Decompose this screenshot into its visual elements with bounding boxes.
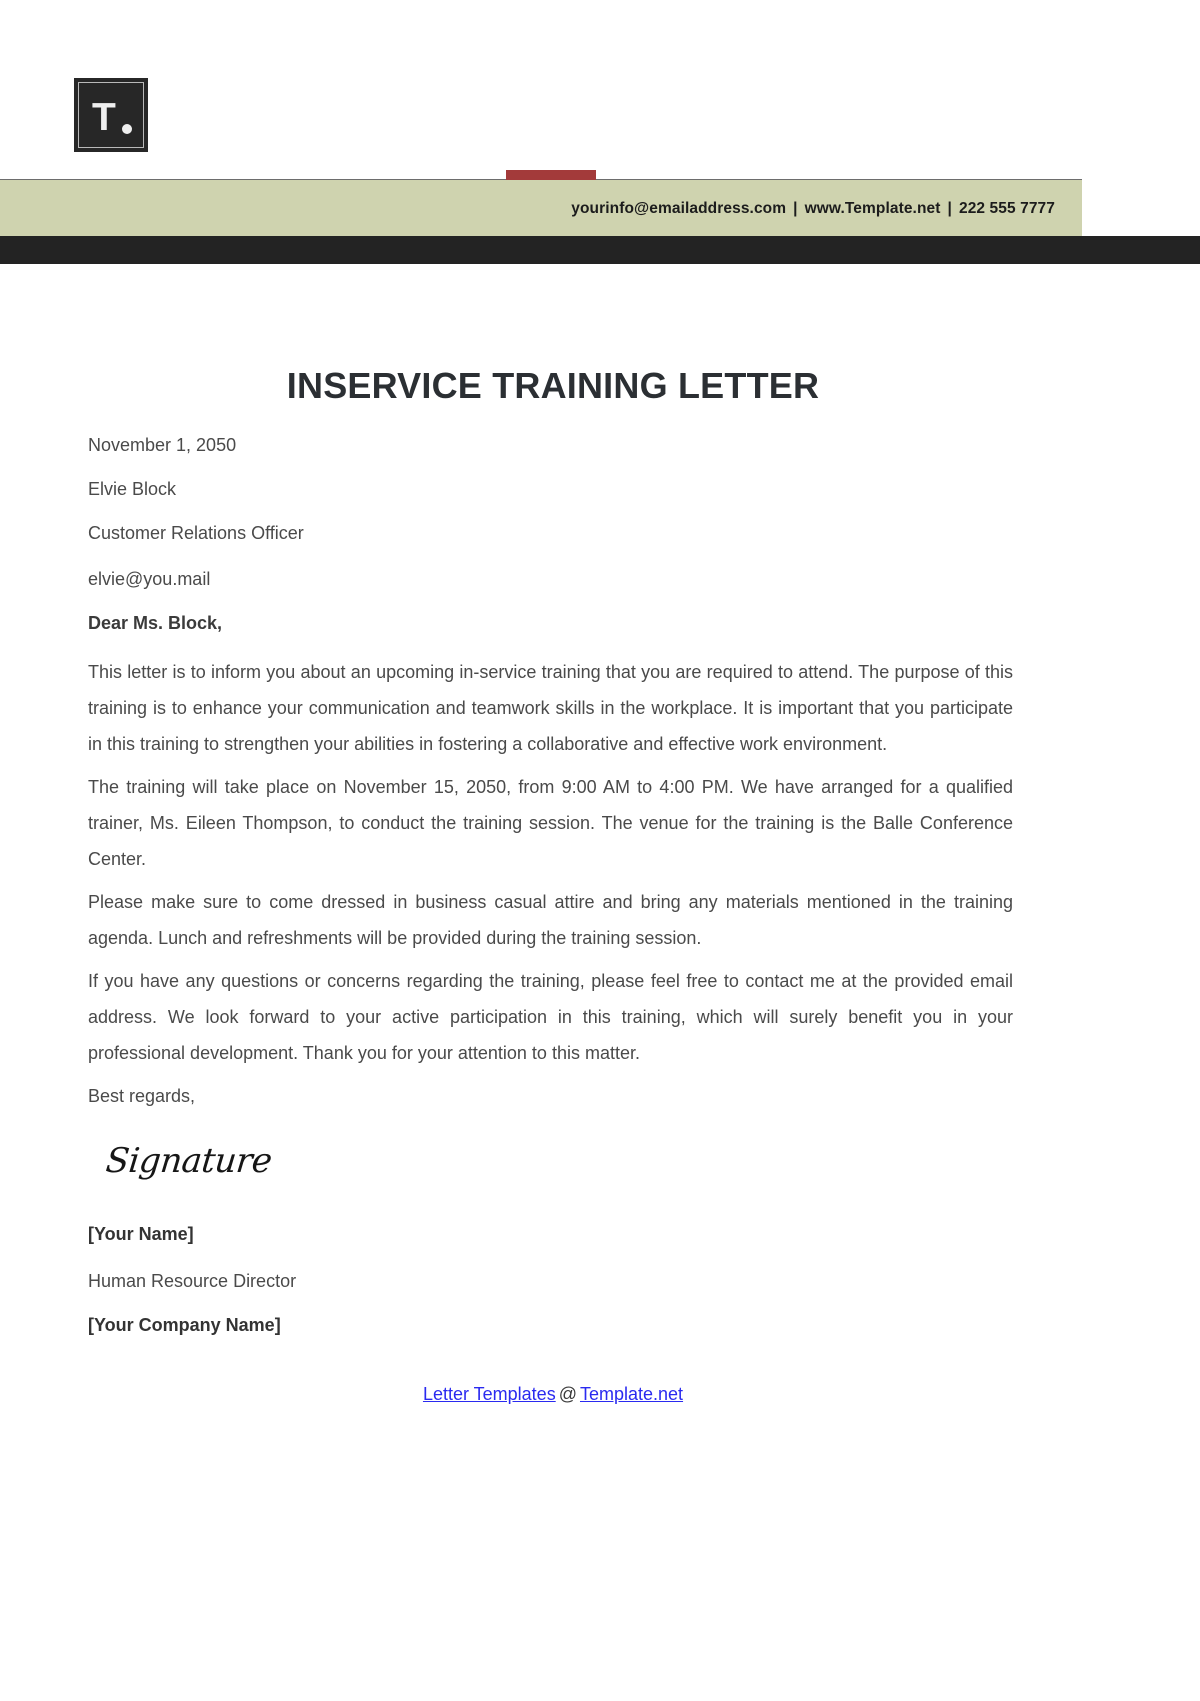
contact-email: yourinfo@emailaddress.com	[571, 200, 787, 217]
page-title: INSERVICE TRAINING LETTER	[286, 365, 820, 406]
footer-attribution	[0, 1384, 1106, 1405]
body-paragraph-4: If you have any questions or concerns regarding the training, please feel free to contact me at the provided email address. We look forward to your active participation in this training, which will surely benefit you in your professional development. Thank you for your attention to this matter.	[88, 971, 1013, 1063]
contact-separator-2: |	[947, 200, 952, 217]
header-accent-tab	[506, 170, 596, 180]
letter-date: November 1, 2050	[88, 435, 237, 455]
footer-link-template-net[interactable]: Template.net	[579, 1384, 684, 1404]
sign-off-block	[88, 1223, 1013, 1336]
sender-name: [Your Name]	[88, 1224, 194, 1244]
logo-dot-icon	[122, 124, 132, 134]
footer-at-symbol: @	[558, 1384, 577, 1404]
contact-separator-1: |	[793, 200, 798, 217]
logo-box	[74, 78, 148, 152]
logo-letter-t: T	[92, 96, 115, 139]
footer-link-letter-templates[interactable]: Letter Templates	[422, 1384, 556, 1404]
body-paragraph-3: Please make sure to come dressed in business casual attire and bring any materials mentioned in the training agenda. Lunch and refreshments will be provided during the training session.	[88, 892, 1013, 948]
contact-phone: 222 555 7777	[958, 200, 1055, 217]
header-contact-line	[0, 200, 1055, 218]
salutation: Dear Ms. Block,	[88, 613, 223, 633]
recipient-title: Customer Relations Officer	[88, 523, 304, 543]
logo-inner-border	[78, 82, 144, 148]
contact-website: www.Template.net	[804, 200, 941, 217]
recipient-name: Elvie Block	[88, 479, 177, 499]
letter-body	[88, 434, 1013, 1336]
brand-logo	[74, 78, 148, 152]
sender-title: Human Resource Director	[88, 1271, 297, 1291]
body-paragraph-2: The training will take place on November 15, 2050, from 9:00 AM to 4:00 PM. We have arranged for a qualified trainer, Ms. Eileen Thompson, to conduct the training session. The venue for the training is the Balle Conference Center.	[88, 777, 1013, 869]
header-dark-band	[0, 236, 1200, 264]
sender-company: [Your Company Name]	[88, 1315, 281, 1335]
closing-line: Best regards,	[88, 1086, 196, 1106]
signature-script: Signature	[103, 1141, 274, 1181]
body-paragraph-1: This letter is to inform you about an upcoming in-service training that you are required to attend. The purpose of this training is to enhance your communication and teamwork skills in the workplace. It is important that you participate in this training to strengthen your abilities in fostering a collaborative and effective work environment.	[88, 662, 1013, 754]
recipient-email: elvie@you.mail	[88, 569, 211, 589]
